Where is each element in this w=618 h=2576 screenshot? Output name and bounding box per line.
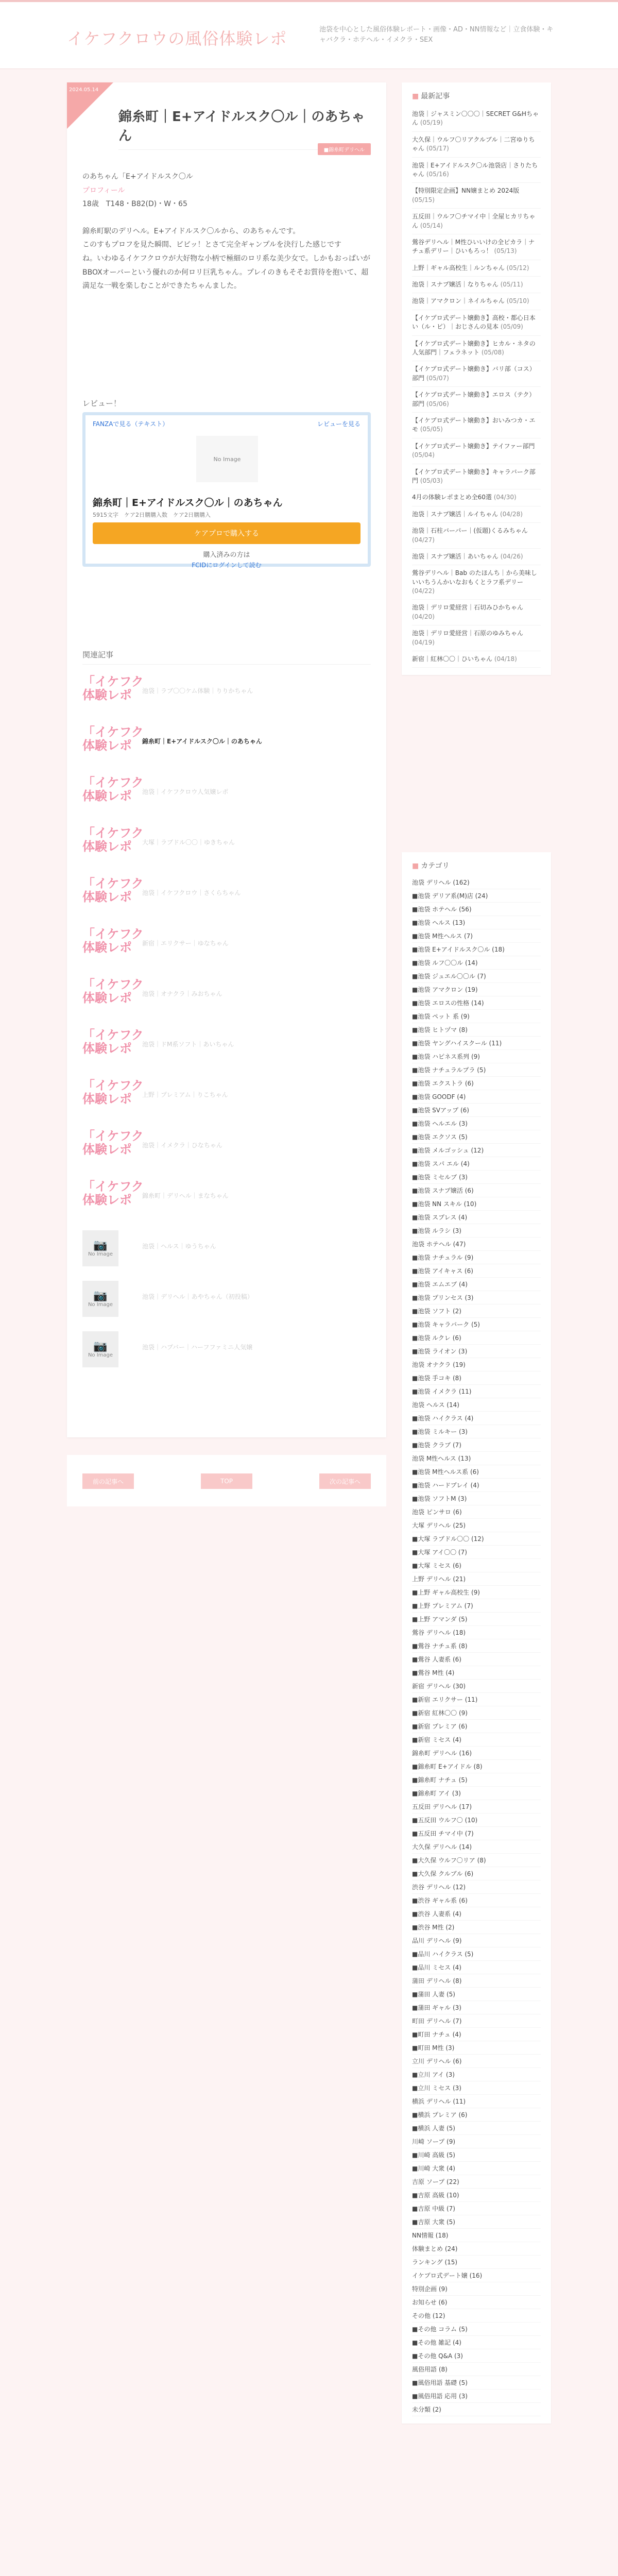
- category-link[interactable]: ■吉原 中級 (7): [412, 2202, 541, 2215]
- related-thumbnail[interactable]: 「イケフク 体験レポ: [82, 977, 144, 1006]
- category-link[interactable]: 特別企画 (9): [412, 2282, 541, 2296]
- recent-post-date: (05/11): [500, 281, 523, 289]
- recent-post-date: (04/19): [412, 638, 435, 646]
- recent-post-link[interactable]: 五反田｜ウルフ〇チマイ中｜全屋ヒカリちゃん (05/14): [412, 209, 541, 234]
- category-link[interactable]: ■池袋 アイキャス (6): [412, 1264, 541, 1278]
- recent-post-link[interactable]: 【イケプロ式デート嬢動き】ヒカル・ネタの人気部門｜フェラネット (05/08): [412, 336, 541, 362]
- related-thumbnail[interactable]: 「イケフク 体験レポ: [82, 775, 144, 804]
- site-header: [0, 2, 618, 69]
- recent-post-date: (05/05): [420, 426, 443, 433]
- category-link[interactable]: ■大塚 ミセス (6): [412, 1559, 541, 1572]
- recent-post-link[interactable]: 池袋｜デリロ愛経営｜石原のゆみちゃん (04/19): [412, 625, 541, 651]
- no-image-label: No Image: [88, 1301, 113, 1308]
- site-logo[interactable]: イケフクロウの風俗体験レポ: [67, 29, 287, 48]
- category-link[interactable]: ■新宿 ミセス (4): [412, 1733, 541, 1747]
- category-link[interactable]: ■風俗用語 応用 (3): [412, 2389, 541, 2403]
- category-link[interactable]: ■池袋 ジュエル〇〇ル (7): [412, 970, 541, 983]
- category-link[interactable]: 池袋 デリヘル (162): [412, 876, 541, 889]
- related-heading: 関連記事: [82, 649, 371, 665]
- related-title[interactable]: 池袋｜イケフクロウ｜さくらちゃん: [142, 889, 241, 896]
- category-link[interactable]: イケプロ式デート嬢 (16): [412, 2269, 541, 2282]
- no-image-thumbnail[interactable]: [82, 1331, 118, 1367]
- category-widget: [402, 852, 551, 2424]
- category-link[interactable]: 池袋 オナクラ (19): [412, 1358, 541, 1371]
- recent-posts-widget: [402, 82, 551, 675]
- category-link[interactable]: ■池袋 ナチュラル (9): [412, 1251, 541, 1264]
- post-body: [82, 170, 371, 293]
- recent-post-link[interactable]: 池袋｜スナプ嬢活｜ルイちゃん (04/28): [412, 506, 541, 523]
- category-link[interactable]: ■池袋 ルフ〇〇ル (14): [412, 956, 541, 970]
- category-link[interactable]: ■横浜 プレミア (6): [412, 2108, 541, 2122]
- category-link[interactable]: ■池袋 ヒトヅマ (8): [412, 1023, 541, 1037]
- related-title[interactable]: 池袋｜オナクラ｜みおちゃん: [142, 990, 222, 997]
- no-image-label: No Image: [88, 1352, 113, 1358]
- category-link[interactable]: ■その他 コラム (5): [412, 2323, 541, 2336]
- category-link[interactable]: ■池袋 ルクレ (6): [412, 1331, 541, 1345]
- related-item[interactable]: [82, 725, 371, 776]
- category-link[interactable]: ■立川 アイ (3): [412, 2068, 541, 2081]
- body-line: のあちゃん「E+アイドルスク〇ル: [82, 173, 193, 181]
- site-description: 池袋を中心とした風俗体験レポート・画像・AD・NN情報など｜立食体験・キャバクラ・ホテヘル・イメクラ・SEX: [319, 26, 554, 44]
- category-link[interactable]: 池袋 ヘルス (14): [412, 1398, 541, 1412]
- related-title[interactable]: 上野｜プレミアム｜りこちゃん: [142, 1091, 228, 1098]
- camera-icon: 📷: [93, 1340, 108, 1353]
- category-link[interactable]: 池袋 ピンサロ (6): [412, 1505, 541, 1519]
- category-link[interactable]: ■川崎 大衆 (4): [412, 2162, 541, 2175]
- category-link[interactable]: ■渋谷 ギャル系 (6): [412, 1894, 541, 1907]
- related-title[interactable]: 池袋｜デリヘル｜あやちゃん（初投稿）: [142, 1293, 253, 1300]
- category-link[interactable]: ■池袋 スプレス (4): [412, 1211, 541, 1224]
- category-link[interactable]: 上野 デリヘル (21): [412, 1572, 541, 1586]
- recent-post-date: (04/27): [412, 536, 435, 544]
- category-link[interactable]: 蒲田 デリヘル (8): [412, 1974, 541, 1988]
- category-link[interactable]: ■大塚 ラブドル〇〇 (12): [412, 1532, 541, 1546]
- recent-post-date: (05/17): [426, 145, 449, 152]
- buy-button[interactable]: ケアプロで購入する: [93, 522, 360, 544]
- article-card: [67, 82, 386, 1437]
- category-link[interactable]: 池袋 ホテヘル (47): [412, 1238, 541, 1251]
- recent-post-date: (05/12): [506, 264, 529, 272]
- related-item[interactable]: [82, 1281, 371, 1331]
- category-link[interactable]: ■池袋 ヘルス (13): [412, 916, 541, 929]
- category-link[interactable]: ■池袋 スナプ嬢活 (6): [412, 1184, 541, 1197]
- related-title[interactable]: 池袋｜ドM系ソフト｜あいちゃん: [142, 1041, 234, 1048]
- category-link[interactable]: ■横浜 人妻 (5): [412, 2122, 541, 2135]
- related-thumbnail[interactable]: 「イケフク 体験レポ: [82, 1078, 144, 1107]
- category-link[interactable]: ■町田 M性 (3): [412, 2041, 541, 2055]
- category-link[interactable]: ■池袋 ホテヘル (56): [412, 903, 541, 916]
- profile-label: プロフィール: [82, 186, 125, 195]
- next-post-button[interactable]: 次の記事へ: [319, 1473, 371, 1489]
- category-link[interactable]: ■池袋 メルゴッシュ (12): [412, 1144, 541, 1157]
- category-link[interactable]: ■池袋 ヤングハイスクール (11): [412, 1037, 541, 1050]
- category-link[interactable]: 町田 デリヘル (7): [412, 2014, 541, 2028]
- related-item[interactable]: [82, 1129, 371, 1180]
- related-title[interactable]: 池袋｜イメクラ｜ひなちゃん: [142, 1142, 222, 1149]
- category-link[interactable]: ■池袋 M性ヘルス (7): [412, 929, 541, 943]
- related-title[interactable]: 池袋｜イケフクロウ人気嬢レポ: [142, 788, 229, 795]
- category-link[interactable]: ■池袋 ナチュラルプラ (5): [412, 1063, 541, 1077]
- related-title[interactable]: 錦糸町｜デリヘル｜まなちゃん: [142, 1192, 229, 1199]
- recent-post-link[interactable]: 池袋｜スナプ嬢活｜なりちゃん (05/11): [412, 277, 541, 293]
- category-link[interactable]: ■池袋 手コキ (8): [412, 1371, 541, 1385]
- category-link[interactable]: ■上野 プレミアム (7): [412, 1599, 541, 1613]
- top-button[interactable]: TOP: [201, 1473, 252, 1489]
- category-link[interactable]: ■錦糸町 E+アイドル (8): [412, 1760, 541, 1773]
- category-link[interactable]: ■鶯谷 M性 (4): [412, 1666, 541, 1680]
- recent-post-date: (04/22): [412, 587, 435, 595]
- product-title: 錦糸町｜E+アイドルスク〇ル｜のあちゃん: [93, 497, 283, 509]
- recent-post-date: (04/26): [500, 552, 523, 560]
- category-link[interactable]: ■上野 アマンダ (5): [412, 1613, 541, 1626]
- category-link[interactable]: ■池袋 イメクラ (11): [412, 1385, 541, 1398]
- camera-icon: 📷: [93, 1239, 108, 1252]
- related-thumbnail[interactable]: 「イケフク 体験レポ: [82, 876, 144, 905]
- post-title: 錦糸町｜E+アイドルスク〇ル｜のあちゃん: [118, 106, 371, 150]
- category-link[interactable]: ■立川 ミセス (3): [412, 2081, 541, 2095]
- recent-post-date: (04/30): [493, 494, 517, 501]
- recent-post-link[interactable]: 【イケプロ式デート嬢動き】エロス（テク）部門 (05/06): [412, 387, 541, 413]
- category-link[interactable]: ■池袋 エロスの性格 (14): [412, 996, 541, 1010]
- heading-mark-icon: ■: [412, 92, 419, 100]
- recent-post-date: (05/04): [412, 451, 435, 459]
- category-link[interactable]: ■渋谷 M性 (2): [412, 1921, 541, 1934]
- review-link[interactable]: レビューを見る: [317, 420, 360, 428]
- category-link[interactable]: ■大塚 アイ〇〇 (7): [412, 1546, 541, 1559]
- related-title[interactable]: 錦糸町｜E+アイドルスク〇ル｜のあちゃん: [142, 738, 262, 745]
- category-link[interactable]: ■風俗用語 基礎 (5): [412, 2376, 541, 2389]
- post-date: 2024.05.14: [69, 87, 99, 93]
- category-link[interactable]: お知らせ (6): [412, 2296, 541, 2309]
- recent-post-date: (04/18): [494, 655, 517, 663]
- recent-post-link[interactable]: 【イケプロ式デート嬢動き】高校・都心日本 い（ル・ビ）｜おじさんの見本 (05/09): [412, 310, 541, 336]
- recent-post-link[interactable]: 上野｜ギャル高校生｜ルンちゃん (05/12): [412, 260, 541, 277]
- category-link[interactable]: ■新宿 プレミア (6): [412, 1720, 541, 1733]
- recent-post-link[interactable]: 鶯谷デリヘル｜Bab のたほんち｜から美味しいいちうんかいなおもくとラフ系デリー (04/22): [412, 565, 541, 600]
- related-item[interactable]: [82, 1079, 371, 1129]
- category-link[interactable]: ■錦糸町 アイ (3): [412, 1787, 541, 1800]
- recent-post-link[interactable]: 池袋｜石柱バーパー｜(仮題)くるみちゃん (04/27): [412, 523, 541, 549]
- category-link[interactable]: ■池袋 ハピネス系列 (9): [412, 1050, 541, 1063]
- category-link[interactable]: ■池袋 ルラシ (3): [412, 1224, 541, 1238]
- category-link[interactable]: ■池袋 ソフトM (3): [412, 1492, 541, 1505]
- camera-icon: 📷: [93, 1289, 108, 1302]
- related-thumbnail[interactable]: 「イケフク 体験レポ: [82, 826, 144, 854]
- category-link[interactable]: ■池袋 デリア系(M)店 (24): [412, 889, 541, 903]
- category-link[interactable]: ■池袋 GOODF (4): [412, 1090, 541, 1104]
- fanza-link[interactable]: FANZAで見る（テキスト）: [93, 420, 169, 428]
- related-item[interactable]: [82, 877, 371, 927]
- recent-post-link[interactable]: 池袋｜E+アイドルスク〇ル池袋店｜さりたちゃん (05/16): [412, 158, 541, 183]
- recent-post-link[interactable]: 池袋｜デリロ愛経営｜石切みひかちゃん (04/20): [412, 600, 541, 625]
- recent-post-date: (05/09): [500, 323, 523, 331]
- related-thumbnail[interactable]: 「イケフク 体験レポ: [82, 725, 144, 753]
- recent-list: [402, 106, 551, 668]
- category-link[interactable]: NN情報 (18): [412, 2229, 541, 2242]
- related-item[interactable]: [82, 1230, 371, 1281]
- recent-post-link[interactable]: 大久保｜ウルフ〇リアクルブル｜二宮ゆりちゃん (05/17): [412, 132, 541, 158]
- category-link[interactable]: ■池袋 SVアップ (6): [412, 1104, 541, 1117]
- category-list: [402, 876, 551, 2416]
- no-image-thumbnail[interactable]: [82, 1230, 118, 1266]
- category-link[interactable]: 渋谷 デリヘル (12): [412, 1880, 541, 1894]
- related-title[interactable]: 新宿｜エリクサー｜ゆなちゃん: [142, 940, 229, 947]
- category-link[interactable]: ■町田 ナチュ (4): [412, 2028, 541, 2041]
- category-link[interactable]: 新宿 デリヘル (30): [412, 1680, 541, 1693]
- category-link[interactable]: ■川崎 高級 (5): [412, 2148, 541, 2162]
- category-link[interactable]: 大久保 デリヘル (14): [412, 1840, 541, 1854]
- recent-post-date: (05/08): [481, 349, 504, 357]
- category-link[interactable]: 品川 デリヘル (9): [412, 1934, 541, 1947]
- recent-post-date: (05/14): [420, 222, 443, 229]
- category-link[interactable]: ■新宿 エリクサー (11): [412, 1693, 541, 1706]
- category-link[interactable]: ■大久保 ウルフ〇リア (8): [412, 1854, 541, 1867]
- related-thumbnail[interactable]: 「イケフク 体験レポ: [82, 1179, 144, 1208]
- category-link[interactable]: ■五反田 チマイ中 (7): [412, 1827, 541, 1840]
- category-link[interactable]: ■鶯谷 ナチュ系 (8): [412, 1639, 541, 1653]
- recent-post-date: (05/10): [506, 297, 529, 305]
- category-link[interactable]: ■池袋 クラブ (7): [412, 1438, 541, 1452]
- category-link[interactable]: ■五反田 ウルフ〇 (10): [412, 1814, 541, 1827]
- category-link[interactable]: ■池袋 エムエブ (4): [412, 1278, 541, 1291]
- recent-heading: ■ 最新記事: [412, 92, 450, 100]
- category-link[interactable]: ■吉原 高級 (10): [412, 2189, 541, 2202]
- category-link[interactable]: ■池袋 エクストラ (6): [412, 1077, 541, 1090]
- recent-post-date: (04/20): [412, 613, 435, 620]
- related-item[interactable]: [82, 1331, 371, 1382]
- category-link[interactable]: 体験まとめ (24): [412, 2242, 541, 2256]
- category-link[interactable]: ■新宿 紅林〇〇 (9): [412, 1706, 541, 1720]
- recent-post-link[interactable]: 4月の体験レポまとめ全60選 (04/30): [412, 489, 541, 506]
- category-link[interactable]: 未分類 (2): [412, 2403, 541, 2416]
- recent-post-date: (05/15): [412, 196, 435, 204]
- recent-post-link[interactable]: 鶯谷デリヘル｜M性ひいいけの全ピカラ｜ナチュ系デリー｜ひいもろっ！ (05/13): [412, 234, 541, 260]
- recent-post-date: (05/16): [426, 170, 449, 178]
- related-title[interactable]: 池袋｜ハプバー｜ハーフファミニ人気嬢: [142, 1344, 253, 1351]
- category-link[interactable]: ■品川 ミセス (4): [412, 1961, 541, 1974]
- related-title[interactable]: 池袋｜ヘルス｜ゆうちゃん: [142, 1243, 216, 1250]
- prev-post-button[interactable]: 前の記事へ: [82, 1473, 134, 1489]
- related-item[interactable]: [82, 1028, 371, 1079]
- related-item[interactable]: [82, 675, 371, 725]
- category-link[interactable]: 横浜 デリヘル (11): [412, 2095, 541, 2108]
- category-link[interactable]: ■渋谷 人妻系 (4): [412, 1907, 541, 1921]
- category-link[interactable]: ランキング (15): [412, 2256, 541, 2269]
- category-link[interactable]: ■池袋 ミルキー (3): [412, 1425, 541, 1438]
- category-link[interactable]: 立川 デリヘル (6): [412, 2055, 541, 2068]
- category-link[interactable]: ■池袋 M性ヘルス系 (6): [412, 1465, 541, 1479]
- related-title[interactable]: 大塚｜ラブドル〇〇｜ゆきちゃん: [142, 839, 235, 846]
- recent-post-link[interactable]: 【イケプロ式デート嬢動き】キャラバーク部門 (05/03): [412, 464, 541, 490]
- recent-post-date: (05/19): [420, 119, 443, 127]
- category-link[interactable]: ■池袋 ミセルブ (3): [412, 1171, 541, 1184]
- category-link[interactable]: 錦糸町 デリヘル (16): [412, 1747, 541, 1760]
- related-item[interactable]: [82, 1180, 371, 1230]
- pager: [67, 1455, 386, 1506]
- product-meta: 5915文字 ケア2日購購入数 ケア2日購購入: [93, 512, 211, 518]
- category-link[interactable]: ■池袋 キャラバーク (5): [412, 1318, 541, 1331]
- category-link[interactable]: その他 (12): [412, 2309, 541, 2323]
- profile-stats: 18歳 T148・B82(D)・W・65: [82, 200, 187, 209]
- recent-post-link[interactable]: 【イケプロ式デート嬢動き】テイファー部門 (05/04): [412, 438, 541, 464]
- recent-post-date: (05/13): [494, 247, 517, 255]
- recent-post-link[interactable]: 池袋｜ジャスミン〇〇〇｜SECRET G&Hちゃん (05/19): [412, 106, 541, 132]
- category-link[interactable]: ■蒲田 人妻 (5): [412, 1988, 541, 2001]
- related-title[interactable]: 池袋｜ラブ〇〇ケム体験｜りりかちゃん: [142, 687, 253, 694]
- recent-post-date: (05/03): [420, 477, 443, 484]
- category-link[interactable]: ■品川 ハイクラス (5): [412, 1947, 541, 1961]
- recent-post-link[interactable]: 池袋｜スナプ嬢活｜あいちゃん (04/26): [412, 549, 541, 565]
- recent-post-link[interactable]: 【イケプロ式デート嬢動き】おいみつカ・エモ (05/05): [412, 413, 541, 438]
- category-link[interactable]: ■池袋 プリンセス (3): [412, 1291, 541, 1304]
- category-link[interactable]: 鶯谷 デリヘル (18): [412, 1626, 541, 1639]
- related-thumbnail[interactable]: 「イケフク 体験レポ: [82, 927, 144, 955]
- category-link[interactable]: ■蒲田 ギャル (3): [412, 2001, 541, 2014]
- related-thumbnail[interactable]: 「イケフク 体験レポ: [82, 1028, 144, 1056]
- related-thumbnail[interactable]: 「イケフク 体験レポ: [82, 674, 144, 703]
- category-link[interactable]: ■その他 雑記 (4): [412, 2336, 541, 2349]
- category-link[interactable]: ■池袋 アマクロン (19): [412, 983, 541, 996]
- category-link[interactable]: ■池袋 E+アイドルスク〇ル (18): [412, 943, 541, 956]
- category-link[interactable]: 川崎 ソープ (9): [412, 2135, 541, 2148]
- category-link[interactable]: 五反田 デリヘル (17): [412, 1800, 541, 1814]
- product-embed: [82, 412, 371, 567]
- related-thumbnail[interactable]: 「イケフク 体験レポ: [82, 1129, 144, 1157]
- related-item[interactable]: [82, 927, 371, 978]
- recent-post-date: (04/28): [500, 510, 523, 518]
- purchased-label: 購入済みの方は: [203, 551, 250, 559]
- category-link[interactable]: 風俗用語 (8): [412, 2363, 541, 2376]
- category-link[interactable]: ■池袋 スパ エル (4): [412, 1157, 541, 1171]
- category-heading: ■ カテゴリ: [412, 862, 450, 870]
- recent-post-date: (05/06): [426, 400, 449, 408]
- recent-post-link[interactable]: 新宿｜紅林〇〇｜ひいちゃん (04/18): [412, 651, 541, 668]
- no-image-label: No Image: [88, 1251, 113, 1257]
- category-link[interactable]: ■吉原 大衆 (5): [412, 2215, 541, 2229]
- category-link[interactable]: 吉原 ソープ (22): [412, 2175, 541, 2189]
- recent-post-link[interactable]: 池袋｜アマクロン｜ネイルちゃん (05/10): [412, 293, 541, 310]
- category-link[interactable]: ■池袋 ヘルエル (3): [412, 1117, 541, 1130]
- recent-post-link[interactable]: 【イケプロ式デート嬢動き】バリ部（コス）部門 (05/07): [412, 361, 541, 387]
- category-link[interactable]: 大塚 デリヘル (25): [412, 1519, 541, 1532]
- category-link[interactable]: ■池袋 ソフト (2): [412, 1304, 541, 1318]
- recent-post-date: (05/07): [426, 374, 449, 382]
- category-tag[interactable]: ■錦糸町デリヘル: [318, 143, 371, 155]
- category-link[interactable]: ■池袋 ライオン (3): [412, 1345, 541, 1358]
- login-link[interactable]: FCIDにログインして読む: [192, 562, 262, 569]
- category-link[interactable]: ■上野 ギャル高校生 (9): [412, 1586, 541, 1599]
- category-link[interactable]: ■大久保 クルブル (6): [412, 1867, 541, 1880]
- body-line: このすもプロフを見た瞬間、ビビッ！とさて完全ギャンプルを決行した感じです: [82, 241, 341, 249]
- category-link[interactable]: ■池袋 エクソス (5): [412, 1130, 541, 1144]
- related-list: [82, 675, 371, 1382]
- no-image-thumbnail[interactable]: [82, 1281, 118, 1317]
- category-link[interactable]: ■池袋 NN スキル (10): [412, 1197, 541, 1211]
- body-paragraph: ね。いわゆるイケフクロウが大好物な小柄で極細のロリ系な美少女で。しかもおっぱいがBBOXオーバーという優れのか何ロリ巨乳ちゃん。プレイのきもそそお質待を抱いて、超満足な一戦を楽しむことができたちゃんました。: [82, 254, 371, 291]
- category-link[interactable]: ■池袋 ペット 系 (9): [412, 1010, 541, 1023]
- category-link[interactable]: ■その他 Q&A (3): [412, 2349, 541, 2363]
- related-item[interactable]: [82, 826, 371, 877]
- category-link[interactable]: ■鶯谷 人妻系 (6): [412, 1653, 541, 1666]
- body-line: 錦糸町駅のデリヘル。E+アイドルスク〇ルから、のあちゃんです。: [82, 227, 300, 235]
- recent-post-link[interactable]: 【特別限定企画】NN嬢まとめ 2024版 (05/15): [412, 183, 541, 209]
- category-link[interactable]: 池袋 M性ヘルス (13): [412, 1452, 541, 1465]
- related-item[interactable]: [82, 978, 371, 1028]
- review-heading: レビュー！: [82, 399, 122, 408]
- heading-mark-icon: ■: [412, 862, 419, 870]
- category-link[interactable]: ■池袋 ハイクラス (4): [412, 1412, 541, 1425]
- category-link[interactable]: ■錦糸町 ナチュ (5): [412, 1773, 541, 1787]
- category-link[interactable]: ■池袋 ハードプレイ (4): [412, 1479, 541, 1492]
- related-item[interactable]: [82, 776, 371, 826]
- product-image: No Image: [196, 436, 258, 482]
